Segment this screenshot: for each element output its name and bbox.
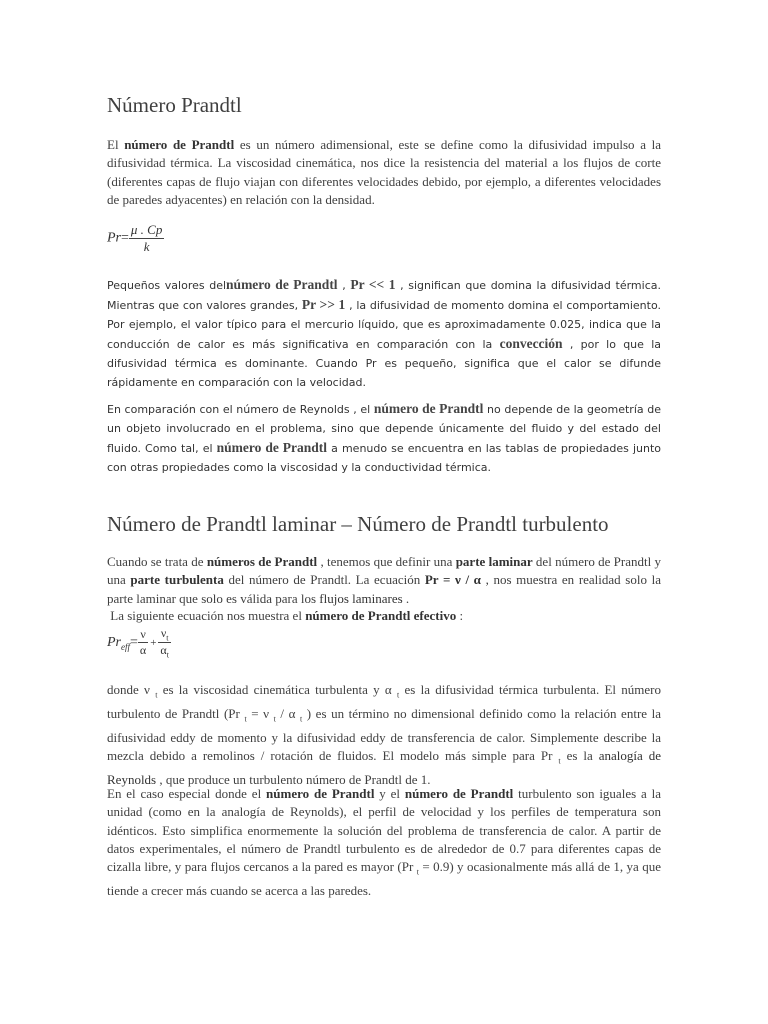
- section-title-numero-prandtl: Número Prandtl: [107, 93, 242, 117]
- small-values-paragraph: Pequeños valores delnúmero de Prandtl , Pr << 1 , significan que domina la difusividad térmica. Mientras que con valores grandes, Pr >> 1 , la difusividad de momento domina el comportamiento. Por ejemplo, el valor típico para el mercurio líquido, que es aproximadamente 0.025, indica que la conducción de calor es más significativa en comparación con la convección , por lo que la difusividad térmica es dominante. Cuando Pr es pequeño, significa que el calor se difunde rápidamente en comparación con la velocidad.: [107, 277, 661, 389]
- section-title-laminar-turbulento: Número de Prandtl laminar – Número de Prandtl turbulento: [107, 512, 609, 536]
- laminar-turbulent-paragraph: Cuando se trata de números de Prandtl , tenemos que definir una parte laminar del número de Prandtl y una parte turbulenta del número de Prandtl. La ecuación Pr = ν / α , nos muestra en realidad solo la parte laminar que solo es válida para los flujos laminares .: [107, 554, 662, 606]
- reynolds-comparison-paragraph: En comparación con el número de Reynolds , el número de Prandtl no depende de la geometría de un objeto involucrado en el problema, sino que depende únicamente del fluido y del estado del fluido. Como tal, el número de Prandtl a menudo se encuentra en las tablas de propiedades junto con otras propiedades como la viscosidad y la conductividad térmica.: [107, 401, 662, 474]
- intro-paragraph: El número de Prandtl es un número adimensional, este se define como la difusividad impulso a la difusividad térmica. La viscosidad cinemática, nos dice la resistencia del material a los flujos de corte (diferentes capas de flujo viajan con diferentes velocidades debido, por ejemplo, a diferentes velocidades de paredes adyacentes) en relación con la densidad.: [107, 137, 661, 207]
- effective-prandtl-intro: La siguiente ecuación nos muestra el número de Prandtl efectivo :: [107, 608, 464, 623]
- special-case-paragraph: En el caso especial donde el número de Prandtl y el número de Prandtl turbulento son iguales a la unidad (como en la analogía de Reynolds), el perfil de velocidad y los perfiles de temperatura son idénticos. Esto simplifica enormemente la solución del problema de transferencia de calor. A partir de datos experimentales, el número de Prandtl turbulento es de alrededor de 0.7 para diferentes capas de cizalla libre, y para flujos cercanos a la pared es mayor (Pr $_t$ = 0.9) y ocasionalmente más allá de 1, ya que tiende a crecer más cuando se acerca a las paredes.: [107, 786, 661, 899]
- link-flujos-laminares[interactable]: flujos laminares: [319, 590, 403, 606]
- turbulent-definition-paragraph: donde ν $_t$ es la viscosidad cinemática turbulenta y α $_t$ es la difusividad térmica turbulenta. El número turbulento de Prandtl (Pr $_t$ = ν $_t$ / α $_t$ ) es un término no dimensional definido como la relación entre la difusividad eddy de momento y la difusividad eddy de transferencia de calor. Simplemente describe la mezcla debido a remolinos / rotación de fluidos. El modelo más simple para Pr $_t$ es la analogía de Reynolds , que produce un turbulento número de Prandtl de 1.: [107, 682, 661, 787]
- link-analogia-reynolds[interactable]: analogía de Reynolds: [107, 748, 661, 787]
- formula-fraction: $\frac{\mu . Cp}{k}$: [130, 222, 163, 254]
- term-parte-turbulenta: parte turbulenta: [130, 572, 224, 588]
- term-parte-laminar: parte laminar: [455, 554, 533, 569]
- formula-fraction-laminar: $\frac{\nu}{\alpha}$: [139, 627, 147, 658]
- term-numero-prandtl: número de Prandtl: [124, 137, 235, 152]
- link-conveccion[interactable]: convección: [499, 336, 563, 351]
- prandtl-formula: Pr= $\frac{\mu . Cp}{k}$: [107, 222, 163, 254]
- effective-prandtl-formula: $Pr_{eff}=$ $\frac{\nu}{\alpha}$ + $\frac{\nu_t}{\alpha_t}$: [107, 626, 169, 660]
- formula-fraction-turbulent: $\frac{\nu_t}{\alpha_t}$: [160, 626, 169, 660]
